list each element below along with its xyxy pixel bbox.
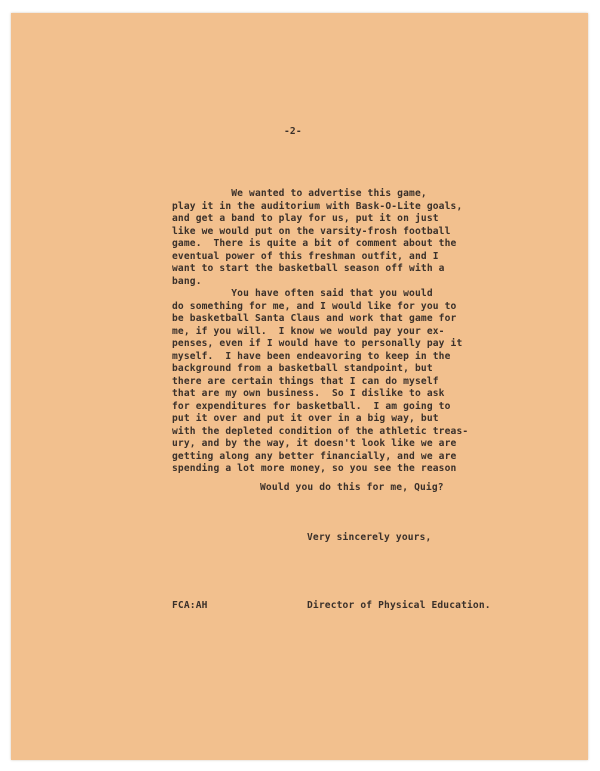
paragraph-line: background from a basketball standpoint, but bbox=[172, 363, 433, 374]
reference-initials: FCA:AH bbox=[172, 600, 208, 611]
paragraph-line: spending a lot more money, so you see the reason bbox=[172, 463, 457, 474]
paragraph-line: You have often said that you would bbox=[172, 288, 433, 299]
closing-question: Would you do this for me, Quig? bbox=[260, 482, 444, 493]
paragraph-line: do something for me, and I would like for you to bbox=[172, 300, 457, 312]
paragraph-line: penses, even if I would have to personally pay it bbox=[172, 338, 463, 349]
paragraph-line: play it in the auditorium with Bask-O-Lite goals, bbox=[172, 200, 463, 212]
paragraph-line: myself. I have been endeavoring to keep in the bbox=[172, 350, 451, 362]
paragraph-line: like we would put on the varsity-frosh football bbox=[172, 225, 451, 237]
paragraph-line: put it over and put it over in a big way, but bbox=[172, 413, 439, 424]
complimentary-close: Very sincerely yours, bbox=[307, 532, 432, 543]
paragraph-line: there are certain things that I can do myself bbox=[172, 375, 439, 387]
paragraph-line: want to start the basketball season off with a bbox=[172, 263, 445, 274]
paragraph-line: ury, and by the way, it doesn't look like we are bbox=[172, 438, 457, 449]
page-number: -2- bbox=[284, 126, 302, 137]
paragraph-line: and get a band to play for us, put it on just bbox=[172, 213, 439, 224]
paragraph-line: be basketball Santa Claus and work that game for bbox=[172, 313, 457, 324]
paragraph-line: game. There is quite a bit of comment about the bbox=[172, 238, 457, 249]
paragraph-line: getting along any better financially, and we are bbox=[172, 450, 457, 462]
paragraph-line: for expenditures for basketball. I am going to bbox=[172, 400, 451, 412]
paragraph-line: me, if you will. I know we would pay your ex- bbox=[172, 325, 445, 337]
paragraph-line: with the depleted condition of the athletic treas- bbox=[172, 425, 469, 437]
paragraph-line: eventual power of this freshman outfit, and I bbox=[172, 250, 439, 262]
paragraph-line: bang. bbox=[172, 275, 202, 287]
paragraph-line: We wanted to advertise this game, bbox=[172, 188, 427, 199]
signature-title: Director of Physical Education. bbox=[307, 600, 491, 611]
paragraph-line: that are my own business. So I dislike to ask bbox=[172, 388, 445, 399]
letter-page bbox=[11, 13, 588, 760]
